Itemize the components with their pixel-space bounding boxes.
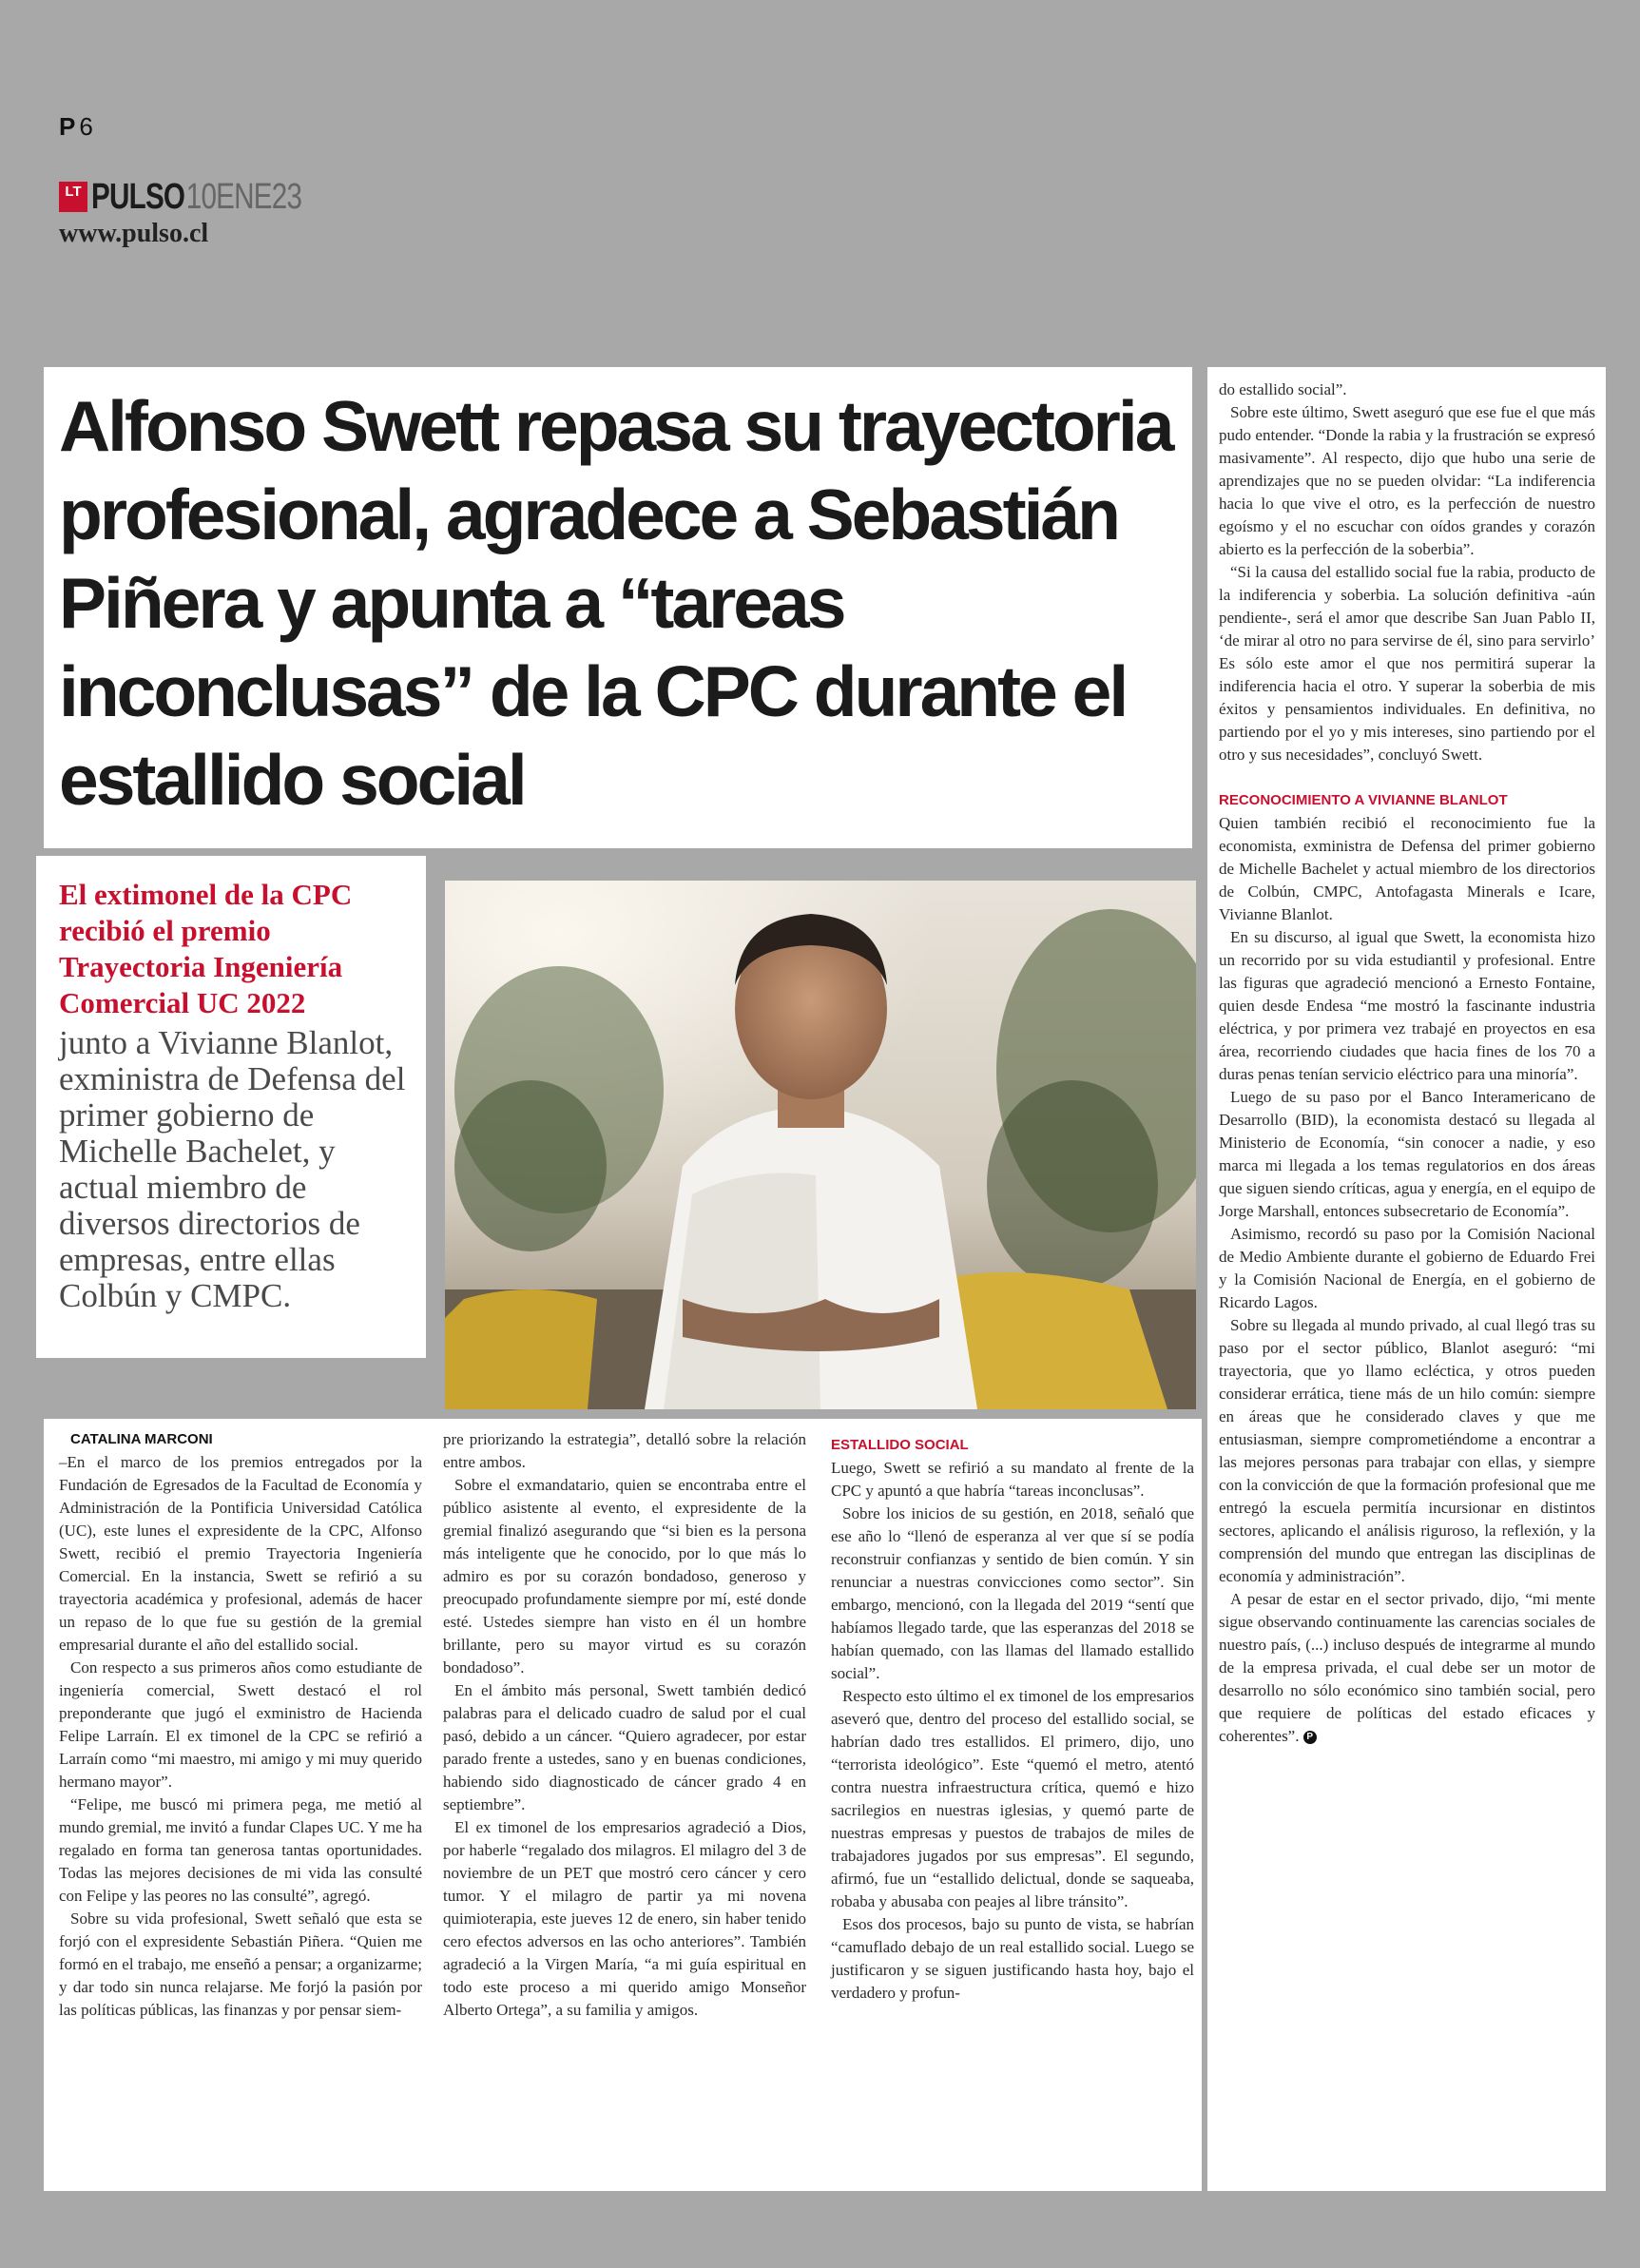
paragraph: Sobre su llegada al mundo privado, al cual llegó tras su paso por el sector público, Blanlot aseguró: “mi trayectoria, que yo llamo ecléctica, y otros pueden considerar errática, tiene más de un hilo común: siempre en áreas que he considerado claves y que me entusiasman, siempre comprometiéndome a encontrar a las mejores personas para trabajar con ellas, y siempre con la convicción de que la formación profesional que me entregó la escuela permitía incursionar en distintos sectores, aplicando el análisis riguroso, la reflexión, y la comprensión del mundo que entregan las disciplinas de economía y administración”. — [1219, 1316, 1595, 1585]
paragraph: Sobre su vida profesional, Swett señaló que esta se forjó con el expresidente Sebastián Piñera. “Quien me formó en el trabajo, me enseñó a pensar; a organizarme; y dar todo sin nunca relajarse. Me forjó la pasión por las políticas públicas, las finanzas y por pensar siem- — [59, 1909, 422, 2019]
end-mark-icon: P — [1303, 1731, 1317, 1744]
headline: Alfonso Swett repasa su trayectoria profesional, agradece a Sebastián Piñera y apunta a “tareas inconclusas” de la CPC durante el estallido social — [59, 386, 1172, 820]
paragraph: Respecto esto último el ex timonel de los empresarios aseveró que, dentro del proceso del estallido social, se habrían dado tres estallidos. El primero, dijo, uno “terrorista ideológico”. Este “quemó el metro, atentó contra nuestra infraestructura crítica, quemó e hizo sacrilegios en nuestras iglesias, y quemó parte de nuestras empresas y puestos de trabajos de miles de trabajadores jugados por sus empresas”. El segundo, afirmó, fue un “estallido delictual, donde se saqueaba, robaba y abusaba con peajes al libre tránsito”. — [831, 1687, 1194, 1910]
paragraph: do estallido social”. — [1219, 380, 1347, 398]
paragraph: Esos dos procesos, bajo su punto de vista, se habrían “camuflado debajo de un real estallido social. Luego se justificaron y se siguen justificando hasta hoy, bajo el verdadero y profun- — [831, 1915, 1194, 2002]
right-column-panel — [1207, 367, 1606, 2191]
paragraph: Luego, Swett se refirió a su mandato al frente de la CPC y apuntó a que habría “tareas inconclusas”. — [831, 1459, 1194, 1500]
paragraph: En su discurso, al igual que Swett, la economista hizo un recorrido por su vida estudiantil y profesional. Entre las figuras que agradeció mencionó a Ernesto Fontaine, quien desde Endesa “me mostró la fascinante industria eléctrica, y por primera vez trabajé en proyectos en esa área, recorriendo ciudades que hacia fines de los 70 a duras penas tenían servicio eléctrico para una minoría”. — [1219, 928, 1595, 1083]
lede-text: junto a Vivianne Blanlot, exministra de Defensa del primer gobierno de Michelle Bachelet, y actual miembro de diversos directorios de empresas, entre ellas Colbún y CMPC. — [59, 1024, 406, 1314]
lt-logo: LT — [59, 182, 87, 212]
lede-panel — [36, 856, 426, 1358]
column-2 — [443, 1428, 806, 2022]
paragraph: pre priorizando la estrategia”, detalló sobre la relación entre ambos. — [443, 1430, 806, 1471]
section-heading-estallido: ESTALLIDO SOCIAL — [831, 1437, 969, 1453]
paragraph: “Si la causa del estallido social fue la rabia, producto de la indiferencia y soberbia. La solución definitiva -aún pendiente-, será el amor que describe San Juan Pablo II, ‘de mirar al otro no para servirse de él, sino para servirlo’ Es sólo este amor el que nos permitirá superar la indiferencia hacia el otro. Y superar la soberbia de mis éxitos y pensamientos individuales. En definitiva, no partiendo por el yo y mis intereses, sino partiendo por el otro y sus necesidades”, concluyó Swett. — [1219, 563, 1595, 764]
paragraph: Asimismo, recordó su paso por la Comisión Nacional de Medio Ambiente durante el gobierno de Eduardo Frei y la Comisión Nacional de Energía, en el gobierno de Ricardo Lagos. — [1219, 1225, 1595, 1311]
paragraph: –En el marco de los premios entregados por la Fundación de Egresados de la Facultad de Economía y Administración de la Pontificia Universidad Católica (UC), este lunes el expresidente de la CPC, Alfonso Swett, recibió el premio Trayectoria Ingeniería Comercial. En la instancia, Swett se refirió a su trayectoria académica y profesional, además de hacer un repaso de lo que fue su gestión de la gremial empresarial durante el año del estallido social. — [59, 1453, 422, 1654]
column-1 — [59, 1428, 422, 2022]
paragraph: Sobre el exmandatario, quien se encontraba entre el público asistente al evento, el expresidente de la gremial finalizó asegurando que “si bien es la persona más inteligente que he conocido, por lo que más lo admiro es por su corazón bondadoso, generoso y preocupado profundamente siempre por mí, esté donde esté. Ustedes siempre han visto en él un hombre brillante, pero su mayor virtud es su corazón bondadoso”. — [443, 1476, 806, 1677]
brand-title — [91, 177, 301, 218]
article-body — [44, 1419, 1202, 2191]
section-heading-blanlot: RECONOCIMIENTO A VIVIANNE BLANLOT — [1219, 792, 1508, 808]
column-4 — [1219, 378, 1595, 1748]
brand-name: PULSO — [91, 176, 185, 217]
final-text: A pesar de estar en el sector privado, dijo, “mi mente sigue observando continuamente las carencias sociales de nuestro país, (...) incluso después de integrarme al mundo de la empresa privada, el cual debe ser un motor de desarrollo no sólo económico sino también social, pero que requiere de políticas del estado eficaces y coherentes”. — [1219, 1590, 1595, 1745]
lede-highlight: El extimonel de la CPC recibió el premio Trayectoria Ingeniería Comercial UC 2022 — [59, 878, 353, 1019]
page-letter: P — [59, 112, 76, 141]
column-3 — [831, 1428, 1194, 2005]
page-number — [59, 112, 93, 142]
paragraph: Sobre los inicios de su gestión, en 2018, señaló que ese año lo “llenó de esperanza al ver que sí se podía reconstruir confianzas y sentido de bien común. Y sin renunciar a nuestras convicciones como sector”. Sin embargo, mencionó, con la llegada del 2019 “sentí que habíamos llegado tarde, que las esperanzas del 2018 se habían quemado, con las llamas del llamado estallido social”. — [831, 1504, 1194, 1682]
site-url[interactable]: www.pulso.cl — [59, 219, 209, 248]
masthead — [59, 177, 361, 217]
paragraph: En el ámbito más personal, Swett también dedicó palabras para el delicado cuadro de salud por el cual pasó, debido a un cáncer. “Quiero agradecer, por estar parado frente a ustedes, sano y en buenas condiciones, habiendo sido diagnosticado de cáncer grado 4 en septiembre”. — [443, 1681, 806, 1813]
paragraph: El ex timonel de los empresarios agradeció a Dios, por haberle “regalado dos milagros. El milagro del 3 de noviembre de un PET que mostró cero cáncer y cero tumor. Y el milagro de partir ya mi novena quimioterapia, este jueves 12 de enero, sin haber tenido cero efectos adversos en las ocho anteriores”. También agradeció a la Virgen María, “a mi guía espiritual en todo este proceso a mi querido amigo Monseñor Alberto Ortega”, a su familia y amigos. — [443, 1818, 806, 2019]
paragraph: “Felipe, me buscó mi primera pega, me metió al mundo gremial, me invitó a fundar Clapes UC. Y me ha regalado en forma tan generosa tantas oportunidades. Todas las mejores decisiones de mi vida las consulté con Felipe y las peores no las consulté”, agregó. — [59, 1795, 422, 1905]
issue-date: 10ENE23 — [185, 176, 302, 217]
paragraph-final — [1219, 1588, 1595, 1748]
paragraph: Luego de su paso por el Banco Interamericano de Desarrollo (BID), la economista destacó su llegada al Ministerio de Economía, “sin conocer a nadie, y eso marca mi llegada a los temas regulatorios en dos áreas que siguen siendo críticas, agua y energía, en el equipo de Jorge Marshall, entonces subsecretario de Economía”. — [1219, 1088, 1595, 1220]
headline-panel — [44, 367, 1192, 848]
byline: CATALINA MARCONI — [70, 1431, 213, 1447]
page-number-value: 6 — [79, 112, 93, 141]
paragraph: Quien también recibió el reconocimiento fue la economista, exministra de Defensa del primer gobierno de Michelle Bachelet y actual miembro de los directorios de Colbún, CMPC, Antofagasta Minerals e Icare, Vivianne Blanlot. — [1219, 814, 1595, 923]
portrait-photo — [445, 881, 1196, 1409]
paragraph: Con respecto a sus primeros años como estudiante de ingeniería comercial, Swett destacó el rol preponderante que jugó el exministro de Hacienda Felipe Larraín. El ex timonel de la CPC se refirió a Larraín como “mi maestro, mi amigo y mi muy querido hermano mayor”. — [59, 1658, 422, 1791]
paragraph: Sobre este último, Swett aseguró que ese fue el que más pudo entender. “Donde la rabia y la frustración se expresó masivamente”. Al respecto, dijo que hubo una serie de aprendizajes que no se pueden olvidar: “La indiferencia hacia lo que vive el otro, es la perfección de nuestro egoísmo y el no escuchar con oídos grandes y corazón abierto es la perfección de la soberbia”. — [1219, 403, 1595, 558]
